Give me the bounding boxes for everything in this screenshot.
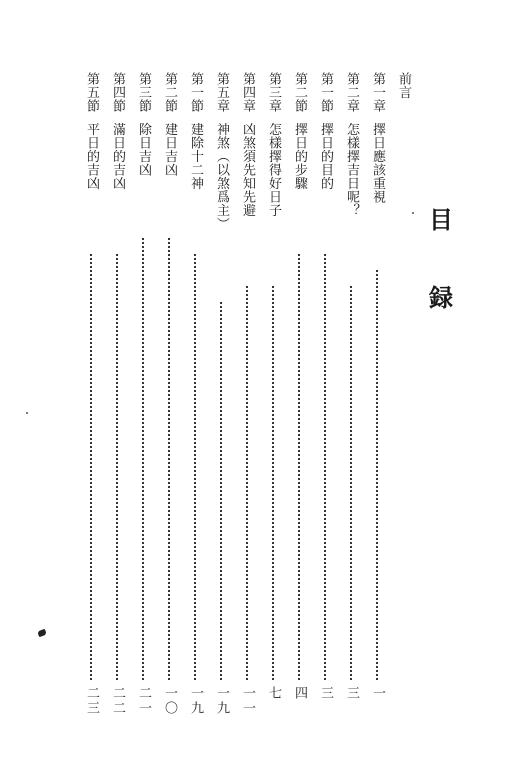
ink-blot-mark [37,629,47,637]
toc-entry-label [135,72,151,177]
toc-page-number: 一一 [240,686,255,716]
toc-chapter-label: 第一節 [318,72,333,113]
toc-entry-title: 除日吉凶 [136,122,151,177]
toc-entry-preface [395,72,411,722]
toc-chapter-label: 第四節 [110,72,125,113]
toc-page-number: 二一 [136,686,151,716]
toc-page-number: 七 [266,686,281,701]
toc-entry-label [213,72,229,231]
toc-entry-title: 凶煞須先知先避 [240,122,255,217]
dot-leader [324,254,326,680]
toc-chapter-label: 第四章 [240,72,255,113]
toc-entry [291,72,307,722]
toc-entry [161,72,177,722]
toc-page-number: 三 [318,686,333,701]
toc-entry [369,72,385,722]
dot-leader [90,254,92,680]
toc-entry-title: 擇日應該重視 [370,122,385,204]
toc-entry-title: 怎樣擇吉日呢？ [344,122,359,217]
toc-entry [213,72,229,722]
page-title-char-2: 録 [429,284,453,312]
dot-leader [246,286,248,680]
toc-chapter-label: 前言 [396,72,411,99]
toc-entry [239,72,255,722]
toc-entry [135,72,151,722]
toc-entry-label [161,72,177,177]
toc-chapter-label: 第三節 [136,72,151,113]
toc-page-number: 一〇 [162,686,177,716]
toc-entry-title: 建除十二神 [188,122,203,190]
toc-entry-title: 滿日的吉凶 [110,122,125,190]
dot-leader [142,238,144,680]
dot-leader [116,254,118,680]
toc-chapter-label: 第二節 [162,72,177,113]
toc-entry-title: 建日吉凶 [162,122,177,177]
toc-page-number: 二三 [84,686,99,716]
toc-entry-title: 擇日的目的 [318,122,333,190]
toc-entry-title: 怎樣擇得好日子 [266,122,281,217]
toc-entry-label [291,72,307,190]
toc-entry [109,72,125,722]
toc-entry-label [343,72,359,217]
toc-entry-label [109,72,125,190]
toc-entry [317,72,333,722]
scan-speck [412,212,414,214]
dot-leader [298,254,300,680]
toc-chapter-label: 第三章 [266,72,281,113]
toc-entry [83,72,99,722]
page-title-char-1: 目 [429,206,453,234]
toc-entry-label [187,72,203,190]
toc-chapter-label: 第五章 [214,72,229,113]
toc-page-number: 二二 [110,686,125,716]
scan-speck [26,412,28,414]
toc-page-number: 三 [344,686,359,701]
toc-chapter-label: 第二節 [292,72,307,113]
toc-chapter-label: 第五節 [84,72,99,113]
toc-entry-title: 神煞（以煞爲主） [214,122,229,231]
toc-page-number: 一 [370,686,385,701]
toc-entry [265,72,281,722]
toc-entry-label [239,72,255,217]
toc-entry-label [265,72,281,217]
toc-entry [343,72,359,722]
toc-page-number: 一九 [214,686,229,716]
toc-entry-label [369,72,385,204]
toc-page-number: 四 [292,686,307,701]
toc-chapter-label: 第二章 [344,72,359,113]
toc-chapter-label: 第一章 [370,72,385,113]
toc-entry [187,72,203,722]
dot-leader [220,302,222,680]
dot-leader [194,254,196,680]
toc-page-number: 一九 [188,686,203,716]
toc-entry-title: 擇日的步驟 [292,122,307,190]
dot-leader [350,286,352,680]
toc-entry-title: 平日的吉凶 [84,122,99,190]
dot-leader [168,238,170,680]
dot-leader [272,286,274,680]
toc-chapter-label: 第一節 [188,72,203,113]
toc-entry-label [317,72,333,190]
dot-leader [376,270,378,680]
toc-entry-label [83,72,99,190]
